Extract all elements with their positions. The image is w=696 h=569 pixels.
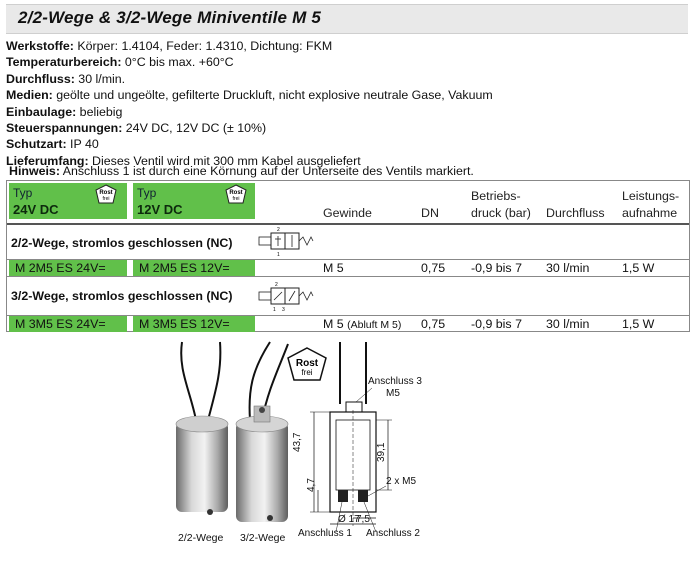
page-title: 2/2-Wege & 3/2-Wege Miniventile M 5 (18, 8, 322, 27)
type-12v-code: M 3M5 ES 12V= (139, 317, 230, 331)
dn-value: 0,75 (421, 317, 446, 331)
spec-label: Durchfluss: (6, 71, 75, 86)
leistung-value: 1,5 W (622, 261, 655, 275)
spec-line (6, 54, 690, 70)
table-divider (7, 223, 689, 225)
dn-value: 0,75 (421, 261, 446, 275)
col-header-dn: DN (421, 206, 439, 220)
col-header-leistung-2: aufnahme (622, 206, 678, 220)
technical-drawing (296, 340, 426, 540)
type-12v-code: M 2M5 ES 12V= (139, 261, 230, 275)
label-anschluss-1: Anschluss 1 (298, 528, 352, 539)
header-type-label: Typ (137, 186, 157, 200)
dim-47: 4,7 (306, 478, 317, 492)
table-row-cell (9, 316, 127, 332)
gewinde-main: M 5 (323, 317, 344, 331)
label-m5: M5 (386, 388, 400, 399)
type-24v-code: M 3M5 ES 24V= (15, 317, 106, 331)
spec-line (6, 104, 690, 120)
spec-value: IP 40 (66, 137, 99, 152)
valve-symbol-3-2-icon (255, 280, 317, 314)
col-header-gewinde: Gewinde (323, 206, 372, 220)
spec-line (6, 136, 690, 152)
row-divider (7, 276, 689, 277)
header-type-value: 24V DC (13, 202, 59, 217)
spec-value: beliebig (76, 104, 123, 119)
col-header-leistung-1: Leistungs- (622, 189, 680, 203)
spec-value: 24V DC, 12V DC (± 10%) (122, 121, 267, 136)
druck-value: -0,9 bis 7 (471, 261, 522, 275)
spec-label: Temperaturbereich: (6, 55, 122, 70)
svg-text:frei: frei (102, 196, 110, 202)
svg-text:Rost: Rost (229, 190, 243, 196)
svg-text:3: 3 (282, 307, 285, 313)
gewinde-value (323, 317, 401, 331)
col-header-betriebs-2: druck (bar) (471, 206, 531, 220)
spec-list (6, 38, 690, 169)
product-table (6, 180, 690, 332)
valve-symbol-2-2-icon (255, 225, 317, 259)
dim-height: 43,7 (292, 432, 303, 452)
dim-75: 7,5 (356, 514, 370, 525)
spec-label: Steuerspannungen: (6, 121, 123, 136)
hint-value: Anschluss 1 ist durch eine Körnung auf der Unterseite des Ventils markiert. (59, 164, 474, 178)
group-title-2-2: 2/2-Wege, stromlos geschlossen (NC) (11, 236, 233, 250)
group-title-3-2: 3/2-Wege, stromlos geschlossen (NC) (11, 289, 233, 303)
durchfluss-value: 30 l/min (546, 261, 590, 275)
table-row-cell (133, 260, 255, 276)
hint-line (9, 164, 474, 178)
header-type-value: 12V DC (137, 202, 183, 217)
spec-line (6, 38, 690, 54)
dim-39: 39,1 (376, 442, 387, 462)
durchfluss-value: 30 l/min (546, 317, 590, 331)
spec-label: Schutzart: (6, 137, 67, 152)
spec-line (6, 87, 690, 103)
spec-value: 0°C bis max. +60°C (121, 55, 234, 70)
spec-value: Körper: 1.4104, Feder: 1.4310, Dichtung: FKM (73, 39, 333, 53)
title-bar (6, 4, 688, 34)
svg-text:frei: frei (232, 196, 240, 202)
svg-text:1: 1 (273, 307, 276, 313)
header-type-label: Typ (13, 186, 33, 200)
type-24v-code: M 2M5 ES 24V= (15, 261, 106, 275)
druck-value: -0,9 bis 7 (471, 317, 522, 331)
svg-text:2: 2 (277, 227, 280, 233)
dim-2x-m5: 2 x M5 (386, 476, 417, 487)
svg-text:2: 2 (275, 282, 278, 288)
header-type-24v (9, 183, 127, 219)
leistung-value: 1,5 W (622, 317, 655, 331)
svg-text:frei: frei (301, 368, 313, 377)
spec-label: Einbaulage: (6, 104, 77, 119)
col-header-betriebs-1: Betriebs- (471, 189, 521, 203)
svg-text:1: 1 (277, 252, 280, 258)
gewinde-value: M 5 (323, 261, 344, 275)
spec-line (6, 120, 690, 136)
svg-text:Rost: Rost (295, 358, 319, 369)
label-anschluss-2: Anschluss 2 (366, 528, 420, 539)
photo-caption-3-2: 3/2-Wege (240, 532, 286, 544)
spec-label: Werkstoffe: (6, 39, 74, 53)
dim-diameter: Ø 17 (338, 514, 360, 525)
table-row-cell (9, 260, 127, 276)
spec-value: geölte und ungeölte, gefilterte Druckluft, nicht explosive neutrale Gase, Vakuum (52, 88, 493, 103)
table-row-cell (133, 316, 255, 332)
gewinde-note: (Abluft M 5) (347, 319, 402, 331)
spec-value: Dieses Ventil wird mit 300 mm Kabel ausgeliefert (88, 153, 361, 168)
spec-value: 30 l/min. (74, 71, 126, 86)
hint-label: Hinweis: (9, 164, 60, 178)
spec-line (6, 71, 690, 87)
rost-frei-badge-icon (95, 184, 117, 204)
header-type-12v (133, 183, 255, 219)
spec-label: Lieferumfang: (6, 153, 89, 168)
photo-caption-2-2: 2/2-Wege (178, 532, 224, 544)
rost-frei-badge-icon (225, 184, 247, 204)
spec-label: Medien: (6, 88, 53, 103)
label-anschluss-3: Anschluss 3 (368, 376, 422, 387)
col-header-durchfluss: Durchfluss (546, 206, 605, 220)
svg-text:Rost: Rost (99, 190, 113, 196)
